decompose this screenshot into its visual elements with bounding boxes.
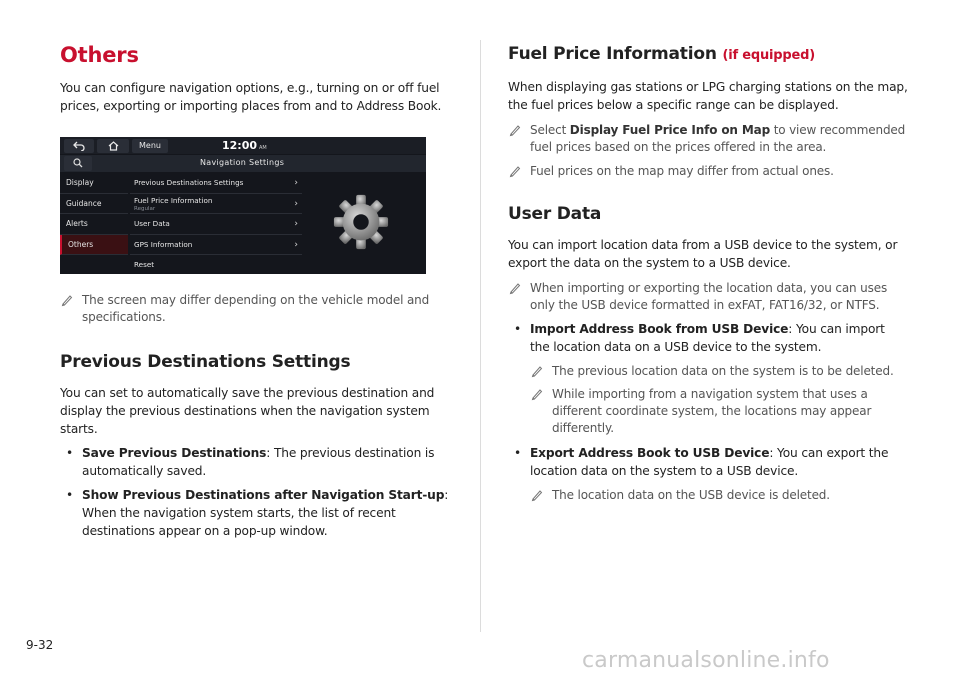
note-pencil-icon — [60, 293, 74, 307]
note-text: The previous location data on the system is to be deleted. — [552, 364, 894, 378]
setting-reset — [130, 255, 302, 274]
import-note-2 — [530, 386, 908, 437]
fuel-title: Fuel Price Information — [508, 44, 717, 64]
navigation-settings-screenshot — [60, 137, 426, 274]
fuel-title-sub: (if equipped) — [722, 48, 815, 63]
export-note — [530, 487, 908, 504]
menu-item-guidance: Guidance — [60, 194, 128, 215]
note-text: The location data on the USB device is deleted. — [552, 488, 830, 502]
clock-time: 12:00 — [222, 139, 258, 152]
section-title-others: Others — [60, 43, 139, 67]
back-arrow-icon — [73, 141, 85, 151]
note-term: Display Fuel Price Info on Map — [569, 123, 771, 137]
note-text: The screen may differ depending on the vehicle model and specifications. — [82, 293, 430, 324]
setting-gps-information — [130, 235, 302, 256]
bullet-dot: • — [66, 446, 74, 460]
settings-menu — [60, 173, 128, 255]
bullet-text: : The previous destination is automatically saved. — [82, 446, 435, 478]
bullet-export-address-book — [508, 444, 908, 480]
bullet-dot: • — [514, 446, 522, 460]
screen-note — [60, 292, 450, 326]
previous-destinations-text: You can set to automatically save the previous destination and display the previous destinations when the navigation system starts. — [60, 386, 435, 436]
bullet-text: : You can export the location data on the system to a USB device. — [530, 446, 889, 478]
setting-fuel-price — [130, 194, 302, 215]
gear-icon — [332, 193, 390, 251]
note-text: When importing or exporting the location data, you can uses only the USB device formatted in exFAT, FAT16/32, or NTFS. — [530, 281, 888, 312]
chevron-right-icon: › — [294, 239, 298, 250]
note-pencil-icon — [530, 488, 544, 502]
bullet-text: : You can import the location data on a USB device to the system. — [530, 322, 885, 354]
screen-clock — [222, 139, 267, 152]
user-data-text: You can import location data from a USB device to the system, or export the data on the system to a USB device. — [508, 238, 898, 270]
home-icon — [108, 141, 119, 151]
watermark: carmanualsonline.info — [582, 648, 830, 673]
bullet-term: Save Previous Destinations — [82, 446, 267, 460]
left-column — [60, 40, 450, 540]
setting-label: GPS Information — [134, 239, 193, 249]
note-pencil-icon — [508, 123, 522, 137]
bullet-dot: • — [66, 488, 74, 502]
back-button — [64, 139, 94, 153]
fuel-price-text: When displaying gas stations or LPG charging stations on the map, the fuel prices below a specific range can be displayed. — [508, 80, 908, 112]
bullet-save-previous — [60, 444, 450, 480]
settings-list — [130, 173, 302, 274]
navigation-settings-title: Navigation Settings — [200, 158, 285, 167]
section-title-previous-destinations: Previous Destinations Settings — [60, 352, 351, 372]
page-number: 9-32 — [26, 638, 54, 652]
bullet-term: Show Previous Destinations after Navigation Start-up — [82, 488, 445, 502]
bullet-term: Import Address Book from USB Device — [530, 322, 789, 336]
menu-button: Menu — [132, 139, 168, 153]
fuel-note-1 — [508, 122, 908, 156]
user-data-note — [508, 280, 908, 314]
setting-user-data — [130, 214, 302, 235]
bullet-show-previous — [60, 486, 450, 540]
search-icon — [73, 158, 83, 168]
fuel-note-2 — [508, 163, 908, 180]
search-button — [64, 156, 92, 171]
column-divider — [480, 40, 481, 632]
setting-label: Previous Destinations Settings — [134, 178, 244, 187]
right-column — [508, 40, 908, 504]
section-title-user-data: User Data — [508, 204, 602, 224]
note-pencil-icon — [530, 387, 544, 401]
chevron-right-icon: › — [294, 178, 298, 188]
note-pencil-icon — [508, 164, 522, 178]
note-pencil-icon — [508, 281, 522, 295]
clock-ampm: AM — [259, 145, 267, 151]
note-text: While importing from a navigation system that uses a different coordinate system, the locations may appear differently. — [552, 387, 872, 435]
setting-sublabel: Regular — [134, 205, 156, 212]
note-text: to view recommended fuel prices based on the prices offered in the area. — [530, 123, 906, 154]
setting-label: Reset — [134, 260, 155, 270]
import-note-1 — [530, 363, 908, 380]
others-intro: You can configure navigation options, e.g., turning on or off fuel prices, exporting or importing places from and to Address Book. — [60, 81, 442, 113]
menu-item-alerts: Alerts — [60, 214, 128, 235]
note-text: Select — [530, 123, 570, 137]
section-title-fuel-price — [508, 44, 908, 64]
chevron-right-icon: › — [294, 198, 298, 209]
menu-item-display: Display — [60, 173, 128, 194]
bullet-import-address-book — [508, 320, 908, 356]
bullet-term: Export Address Book to USB Device — [530, 446, 770, 460]
bullet-dot: • — [514, 322, 522, 336]
chevron-right-icon: › — [294, 219, 298, 230]
setting-label: User Data — [134, 219, 170, 229]
setting-label: Fuel Price Information — [134, 195, 213, 205]
home-button — [97, 139, 129, 153]
note-pencil-icon — [530, 364, 544, 378]
note-text: Fuel prices on the map may differ from actual ones. — [530, 164, 834, 178]
menu-item-others: Others — [60, 235, 128, 256]
setting-previous-destinations — [130, 173, 302, 194]
bullet-text: : When the navigation system starts, the list of recent destinations appear on a pop-up window. — [82, 488, 449, 538]
